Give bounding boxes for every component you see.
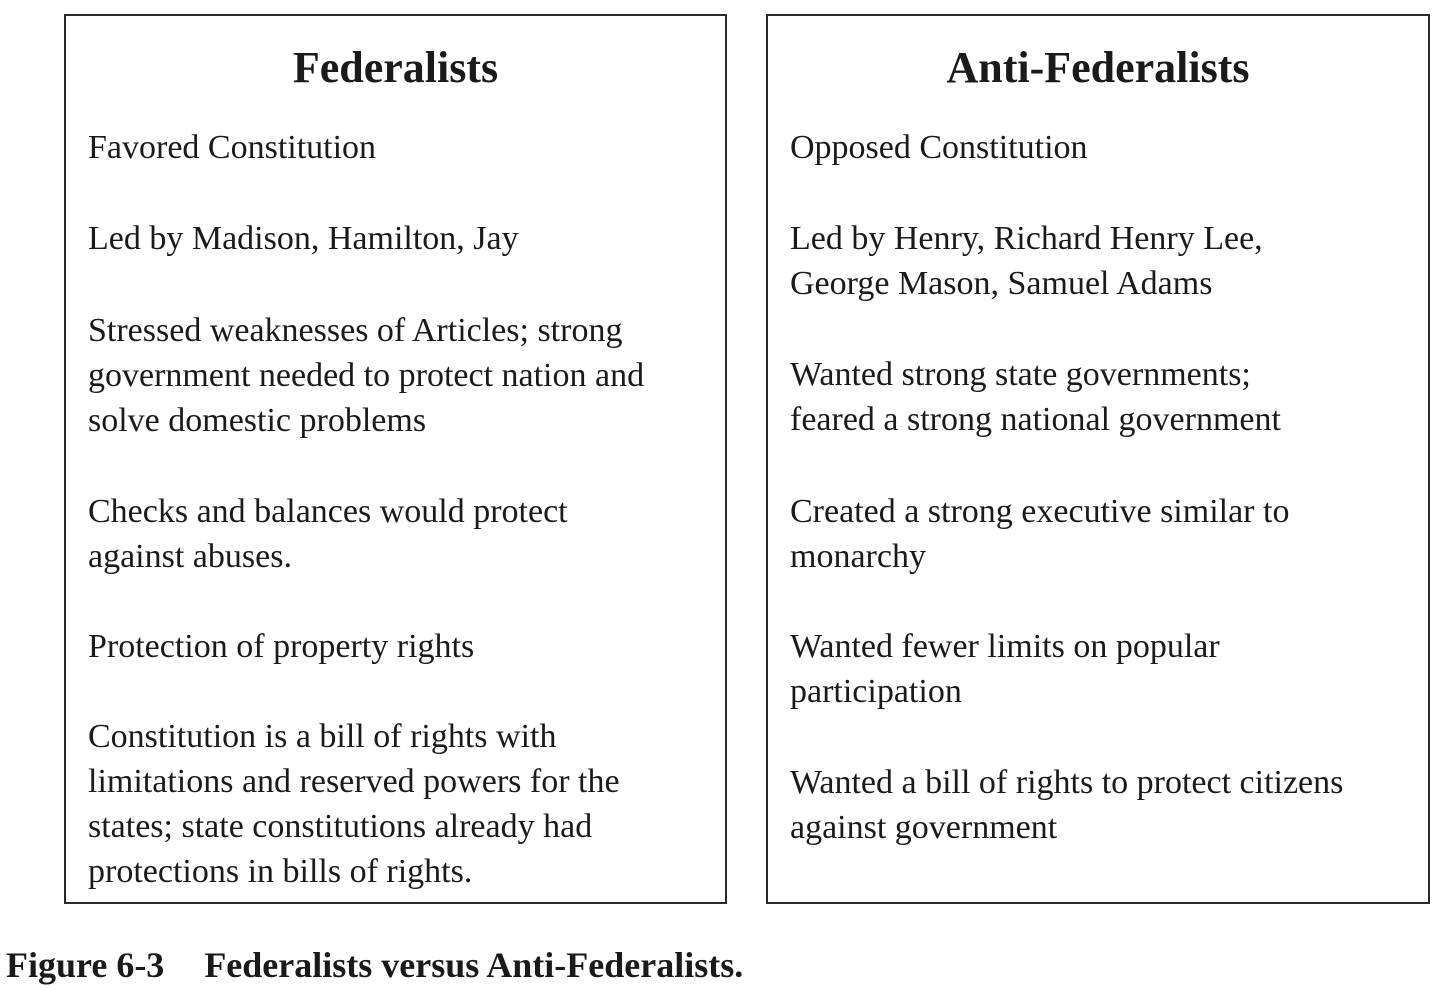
- anti-federalists-item-5-line-2: participation: [790, 673, 962, 710]
- federalists-item-2-line-1: Led by Madison, Hamilton, Jay: [88, 220, 519, 257]
- federalists-item-1-line-1: Favored Constitution: [88, 129, 377, 166]
- federalists-item-1: [88, 125, 376, 170]
- figure-caption: [6, 942, 743, 988]
- federalists-item-6: [88, 714, 620, 894]
- federalists-title: Federalists: [292, 43, 499, 92]
- federalists-item-3-line-2: government needed to protect nation and: [88, 357, 645, 394]
- anti-federalists-item-2: [790, 216, 1263, 306]
- anti-federalists-title: Anti-Federalists: [946, 43, 1250, 92]
- federalists-item-6-line-4: protections in bills of rights.: [88, 853, 473, 890]
- federalists-item-2: [88, 216, 519, 261]
- anti-federalists-item-3: [790, 352, 1281, 442]
- anti-federalists-item-1: [790, 125, 1088, 170]
- anti-federalists-item-2-line-1: Led by Henry, Richard Henry Lee,: [790, 220, 1263, 257]
- federalists-item-4: [88, 489, 568, 579]
- anti-federalists-item-3-line-2: feared a strong national government: [790, 401, 1281, 438]
- anti-federalists-item-4-line-2: monarchy: [790, 538, 926, 575]
- federalists-item-6-line-3: states; state constitutions already had: [88, 808, 593, 845]
- anti-federalists-item-1-line-1: Opposed Constitution: [790, 129, 1088, 166]
- federalists-item-3: [88, 308, 644, 443]
- anti-federalists-item-6-line-2: against government: [790, 809, 1058, 846]
- anti-federalists-item-6: [790, 760, 1343, 850]
- anti-federalists-panel: [766, 14, 1430, 904]
- anti-federalists-item-5: [790, 624, 1220, 714]
- federalists-item-6-line-2: limitations and reserved powers for the: [88, 763, 620, 800]
- anti-federalists-item-4-line-1: Created a strong executive similar to: [790, 493, 1290, 530]
- federalists-item-6-line-1: Constitution is a bill of rights with: [88, 718, 557, 755]
- federalists-item-5: [88, 624, 474, 669]
- federalists-item-3-line-3: solve domestic problems: [88, 402, 427, 439]
- figure-caption-text: Federalists versus Anti-Federalists.: [204, 945, 744, 985]
- federalists-item-4-line-2: against abuses.: [88, 538, 292, 575]
- anti-federalists-item-5-line-1: Wanted fewer limits on popular: [790, 628, 1220, 665]
- federalists-item-4-line-1: Checks and balances would protect: [88, 493, 568, 530]
- anti-federalists-item-4: [790, 489, 1289, 579]
- federalists-item-3-line-1: Stressed weaknesses of Articles; strong: [88, 312, 623, 349]
- figure-label: Figure 6-3: [6, 945, 165, 985]
- anti-federalists-item-3-line-1: Wanted strong state governments;: [790, 356, 1251, 393]
- federalists-panel: [64, 14, 727, 904]
- anti-federalists-item-2-line-2: George Mason, Samuel Adams: [790, 265, 1213, 302]
- anti-federalists-item-6-line-1: Wanted a bill of rights to protect citizens: [790, 764, 1344, 801]
- federalists-item-5-line-1: Protection of property rights: [88, 628, 475, 665]
